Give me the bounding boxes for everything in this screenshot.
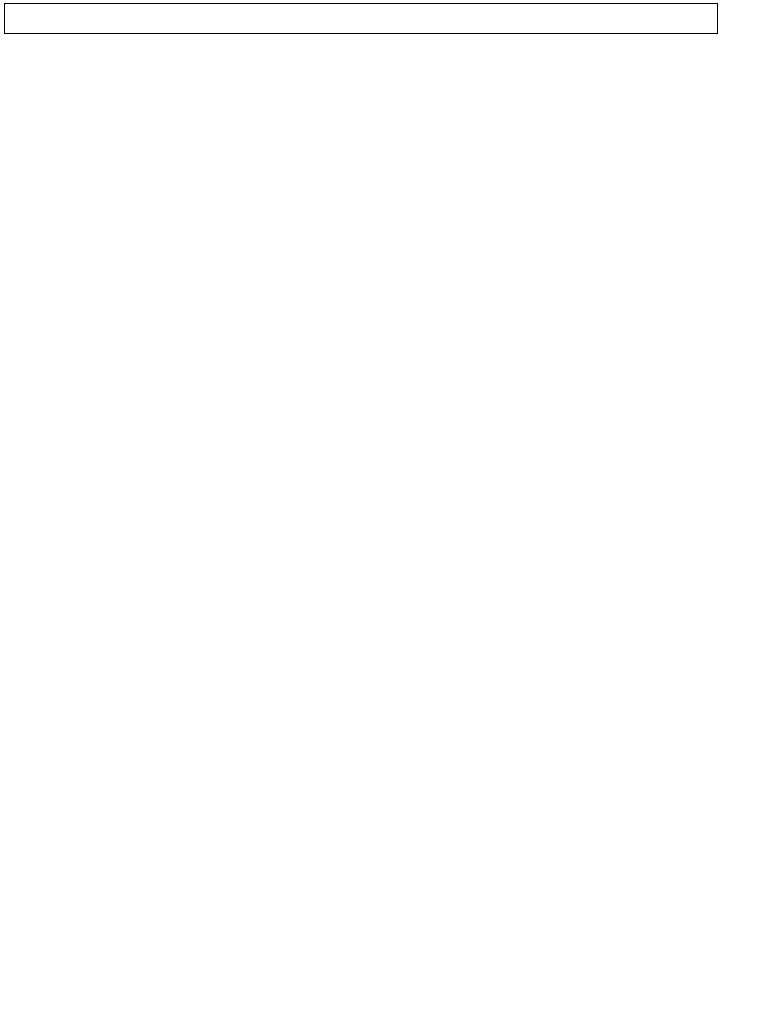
title-box: [4, 3, 718, 34]
